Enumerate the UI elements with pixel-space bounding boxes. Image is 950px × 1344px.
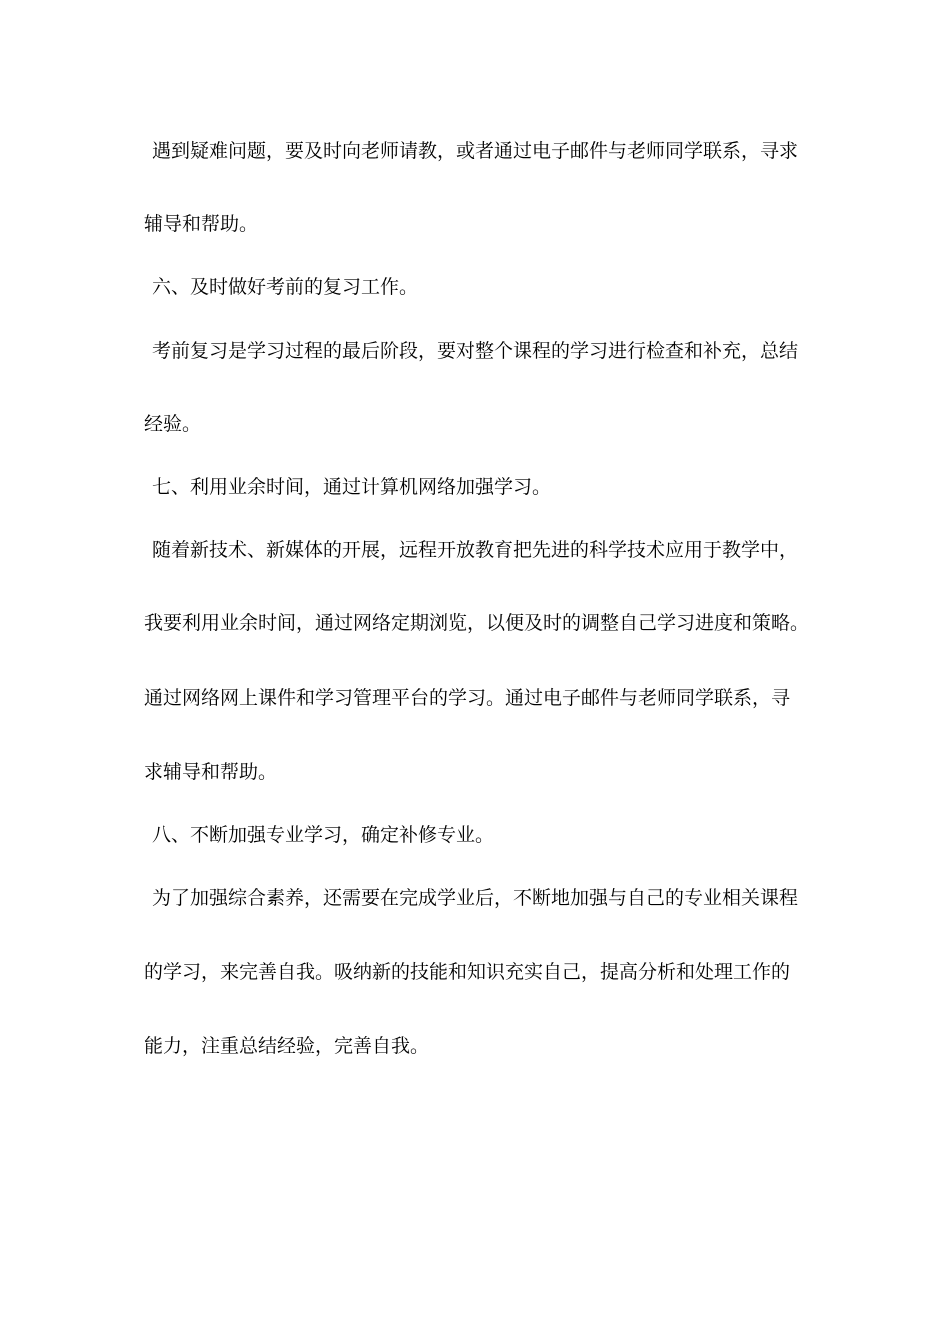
paragraph-line: 考前复习是学习过程的最后阶段，要对整个课程的学习进行检查和补充，总结: [152, 340, 799, 362]
section-heading: 六、及时做好考前的复习工作。: [152, 276, 419, 298]
paragraph-line: 辅导和帮助。: [144, 213, 259, 235]
paragraph-line: 能力，注重总结经验，完善自我。: [144, 1035, 430, 1057]
paragraph-line: 的学习，来完善自我。吸纳新的技能和知识充实自己，提高分析和处理工作的: [144, 961, 791, 983]
paragraph-line: 遇到疑难问题，要及时向老师请教，或者通过电子邮件与老师同学联系，寻求: [152, 140, 799, 162]
paragraph-line: 求辅导和帮助。: [144, 761, 278, 783]
paragraph-line: 随着新技术、新媒体的开展，远程开放教育把先进的科学技术应用于教学中，: [152, 539, 799, 561]
section-heading: 七、利用业余时间，通过计算机网络加强学习。: [152, 476, 552, 498]
paragraph-line: 为了加强综合素养，还需要在完成学业后，不断地加强与自己的专业相关课程: [152, 887, 799, 909]
paragraph-line: 经验。: [144, 413, 202, 435]
paragraph-line: 通过网络网上课件和学习管理平台的学习。通过电子邮件与老师同学联系，寻: [144, 687, 791, 709]
section-heading: 八、不断加强专业学习，确定补修专业。: [152, 824, 495, 846]
paragraph-line: 我要利用业余时间，通过网络定期浏览，以便及时的调整自己学习进度和策略。: [144, 612, 810, 634]
